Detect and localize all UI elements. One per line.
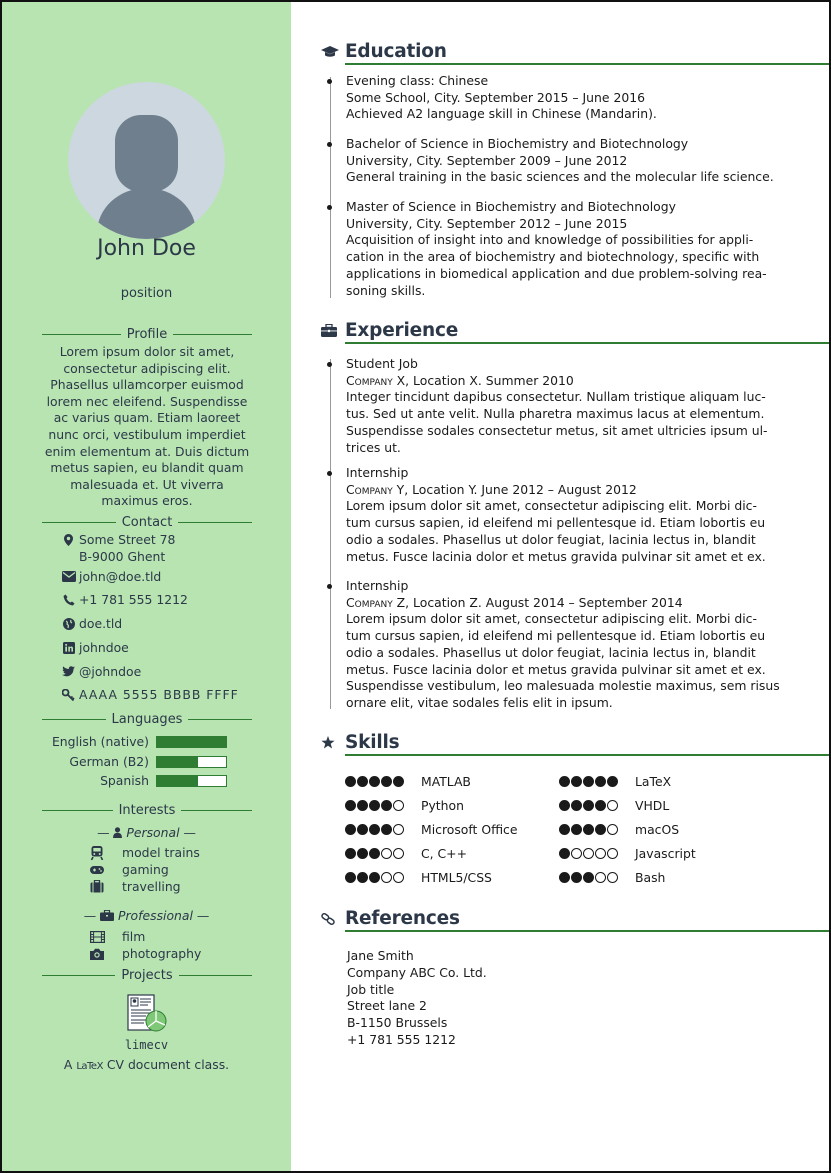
skill-dot <box>559 824 570 835</box>
contact-phone[interactable]: +1 781 555 1212 <box>58 592 188 609</box>
education-timeline <box>330 77 331 298</box>
person-position: position <box>120 286 173 301</box>
twitter-icon <box>58 664 79 677</box>
latex-logo: LaTeX <box>76 1061 103 1072</box>
skill-dot <box>381 824 392 835</box>
contact-website[interactable]: doe.tld <box>58 616 122 633</box>
language-row: Spanish <box>42 773 252 788</box>
cv-document-icon <box>126 993 170 1037</box>
skill-name: Bash <box>635 870 666 885</box>
language-row: German (B2) <box>42 754 252 769</box>
skill-dot <box>357 848 368 859</box>
skill-dot <box>345 848 356 859</box>
skill-item <box>345 774 471 789</box>
skill-dot <box>559 848 570 859</box>
skill-level-dots <box>559 872 635 883</box>
star-icon <box>321 736 345 749</box>
personal-subheading: — Personal — <box>97 825 196 840</box>
skill-dot <box>607 776 618 787</box>
skill-name: LaTeX <box>635 774 672 789</box>
skill-dot <box>381 848 392 859</box>
skill-dot <box>559 800 570 811</box>
skill-item <box>559 798 669 813</box>
skill-dot <box>369 872 380 883</box>
skill-level-dots <box>345 800 421 811</box>
skill-dot <box>393 824 404 835</box>
skill-dot <box>607 800 618 811</box>
skill-level-dots <box>559 800 635 811</box>
references-heading: References <box>321 908 831 929</box>
skill-item <box>345 822 518 837</box>
experience-timeline <box>330 359 331 709</box>
skill-item <box>345 870 492 885</box>
skill-item <box>559 870 665 885</box>
skill-dot <box>571 848 582 859</box>
skill-level-dots <box>345 824 421 835</box>
gamepad-icon <box>90 865 122 875</box>
skill-name: MATLAB <box>421 774 471 789</box>
professional-subheading: — Professional — <box>83 908 210 923</box>
skill-dot <box>357 872 368 883</box>
interests-heading: Interests <box>42 803 252 818</box>
profile-heading: Profile <box>42 327 252 342</box>
skill-dot <box>583 800 594 811</box>
skill-dot <box>393 800 404 811</box>
interest-item: photography <box>90 946 201 961</box>
skill-dot <box>583 848 594 859</box>
skill-dot <box>381 872 392 883</box>
skill-dot <box>595 824 606 835</box>
train-icon <box>90 846 122 860</box>
skill-dot <box>393 776 404 787</box>
person-name: John Doe <box>97 236 196 261</box>
skill-item <box>559 774 671 789</box>
sidebar <box>2 2 291 1173</box>
briefcase-icon <box>321 324 345 337</box>
skill-dot <box>369 800 380 811</box>
skill-dot <box>345 800 356 811</box>
film-icon <box>90 931 122 943</box>
profile-text: Lorem ipsum dolor sit amet, consectetur adipiscing elit. Phasellus ullamcorper euismod lorem nec eleifend. Suspendisse ac varius quam. Etiam laoreet nunc orci, vestibulum imperdiet enim elementum at. Duis dictum metus sapien, eu blandit quam malesuada et. Ut viverra maximus eros. <box>44 344 250 509</box>
envelope-icon <box>58 569 79 582</box>
project-name: limecv <box>124 1038 169 1052</box>
interest-item: model trains <box>90 845 200 860</box>
interest-item: gaming <box>90 862 169 877</box>
skill-name: HTML5/CSS <box>421 870 492 885</box>
skill-level-dots <box>345 872 421 883</box>
skill-dot <box>595 848 606 859</box>
camera-icon <box>90 948 122 960</box>
skill-dot <box>607 872 618 883</box>
experience-entry: Student Job Company X, Location X. Summer 2010 Integer tincidunt dapibus consectetur. Nullam tristique aliquam luc- tus. Sed ut ante velit. Nulla pharetra maximus lacus at elementum. Suspendisse sodales consectetur metus, sit amet ultricies ipsum ul- trices ut. <box>346 356 796 456</box>
link-icon <box>321 913 345 925</box>
education-entry: Bachelor of Science in Biochemistry and Biotechnology University, City. September 2009 – June 2012 General training in the basic sciences and the molecular life science. <box>346 136 796 186</box>
skill-item <box>345 798 464 813</box>
contact-address: Some Street 78 B-9000 Ghent <box>58 532 175 565</box>
skill-dot <box>571 776 582 787</box>
skill-dot <box>381 800 392 811</box>
project-description: A LaTeX CV document class. <box>63 1057 230 1072</box>
language-row: English (native) <box>42 734 252 749</box>
skill-name: Python <box>421 798 464 813</box>
experience-heading: Experience <box>321 320 831 341</box>
projects-heading: Projects <box>42 968 252 983</box>
contact-twitter[interactable]: @johndoe <box>58 664 141 681</box>
suitcase-icon <box>90 880 122 893</box>
contact-email[interactable]: john@doe.tld <box>58 569 161 586</box>
globe-icon <box>58 616 79 630</box>
map-marker-icon <box>58 532 79 546</box>
skill-dot <box>345 824 356 835</box>
skill-name: Microsoft Office <box>421 822 518 837</box>
contact-key: AAAA 5555 BBBB FFFF <box>58 687 239 704</box>
skill-item <box>345 846 467 861</box>
language-level-bar <box>156 736 227 748</box>
skill-name: C, C++ <box>421 846 467 861</box>
languages-heading: Languages <box>42 712 252 727</box>
skills-heading: Skills <box>321 732 831 753</box>
phone-icon <box>58 592 79 606</box>
skill-level-dots <box>345 776 421 787</box>
graduation-cap-icon <box>321 46 345 58</box>
skill-dot <box>393 872 404 883</box>
skill-dot <box>571 824 582 835</box>
skill-level-dots <box>559 848 635 859</box>
skill-level-dots <box>559 824 635 835</box>
education-entry: Evening class: Chinese Some School, City. September 2015 – June 2016 Achieved A2 language skill in Chinese (Mandarin). <box>346 73 796 123</box>
language-level-bar <box>156 775 227 787</box>
reference-contact: Jane Smith Company ABC Co. Ltd. Job title Street lane 2 B-1150 Brussels +1 781 555 1212 <box>347 948 487 1047</box>
skill-name: macOS <box>635 822 680 837</box>
skill-dot <box>607 848 618 859</box>
briefcase-icon <box>100 910 114 921</box>
contact-heading: Contact <box>42 515 252 530</box>
skill-dot <box>345 872 356 883</box>
skill-dot <box>357 824 368 835</box>
experience-entry: Internship Company Y, Location Y. June 2012 – August 2012 Lorem ipsum dolor sit amet, consectetur adipiscing elit. Morbi dic- tum cursus sapien, id eleifend mi pellentesque id. Etiam lobortis eu odio a sodales. Phasellus ut dolor feugiat, lacinia lectus in, blandit metus. Fusce lacinia dolor et metus gravida pulvinar sit amet et ex. <box>346 465 796 565</box>
skill-dot <box>571 872 582 883</box>
skill-dot <box>393 848 404 859</box>
skill-name: VHDL <box>635 798 670 813</box>
skill-dot <box>369 848 380 859</box>
key-icon <box>58 687 79 701</box>
language-level-bar <box>156 756 227 768</box>
skill-name: Javascript <box>635 846 696 861</box>
skill-item <box>559 822 679 837</box>
skill-item <box>559 846 696 861</box>
experience-entry: Internship Company Z, Location Z. August 2014 – September 2014 Lorem ipsum dolor sit amet, consectetur adipiscing elit. Morbi dic- tum cursus sapien, id eleifend mi pellentesque id. Etiam lobortis eu odio a sodales. Phasellus ut dolor feugiat, lacinia lectus in, blandit metus. Fusce lacinia dolor et metus gravida pulvinar sit amet et ex. Suspendisse vestibulum, leo malesuada molestie maximus, sem risus ornare elit, vitae sodales felis elit in ipsum. <box>346 578 796 712</box>
linkedin-icon <box>58 640 79 654</box>
interest-item: film <box>90 929 145 944</box>
skill-dot <box>345 776 356 787</box>
skill-dot <box>583 824 594 835</box>
skill-dot <box>559 776 570 787</box>
contact-linkedin[interactable]: johndoe <box>58 640 129 657</box>
skill-dot <box>595 872 606 883</box>
skill-dot <box>369 824 380 835</box>
education-heading: Education <box>321 41 831 62</box>
main-content <box>291 2 831 1173</box>
skill-dot <box>357 776 368 787</box>
skill-dot <box>369 776 380 787</box>
skill-dot <box>583 776 594 787</box>
skill-level-dots <box>345 848 421 859</box>
skill-dot <box>559 872 570 883</box>
skill-dot <box>571 800 582 811</box>
skill-dot <box>595 776 606 787</box>
skill-dot <box>583 872 594 883</box>
skill-dot <box>381 776 392 787</box>
education-entry: Master of Science in Biochemistry and Biotechnology University, City. September 2012 – June 2015 Acquisition of insight into and knowledge of possibilities for appli- cation in the area of biochemistry and biotechnology, specific with applications in biomedical application and due problem-solving rea- soning skills. <box>346 199 796 299</box>
skill-dot <box>357 800 368 811</box>
avatar <box>68 82 225 239</box>
interest-item: travelling <box>90 879 181 894</box>
skill-dot <box>595 800 606 811</box>
user-icon <box>113 827 122 838</box>
skill-level-dots <box>559 776 635 787</box>
skill-dot <box>607 824 618 835</box>
